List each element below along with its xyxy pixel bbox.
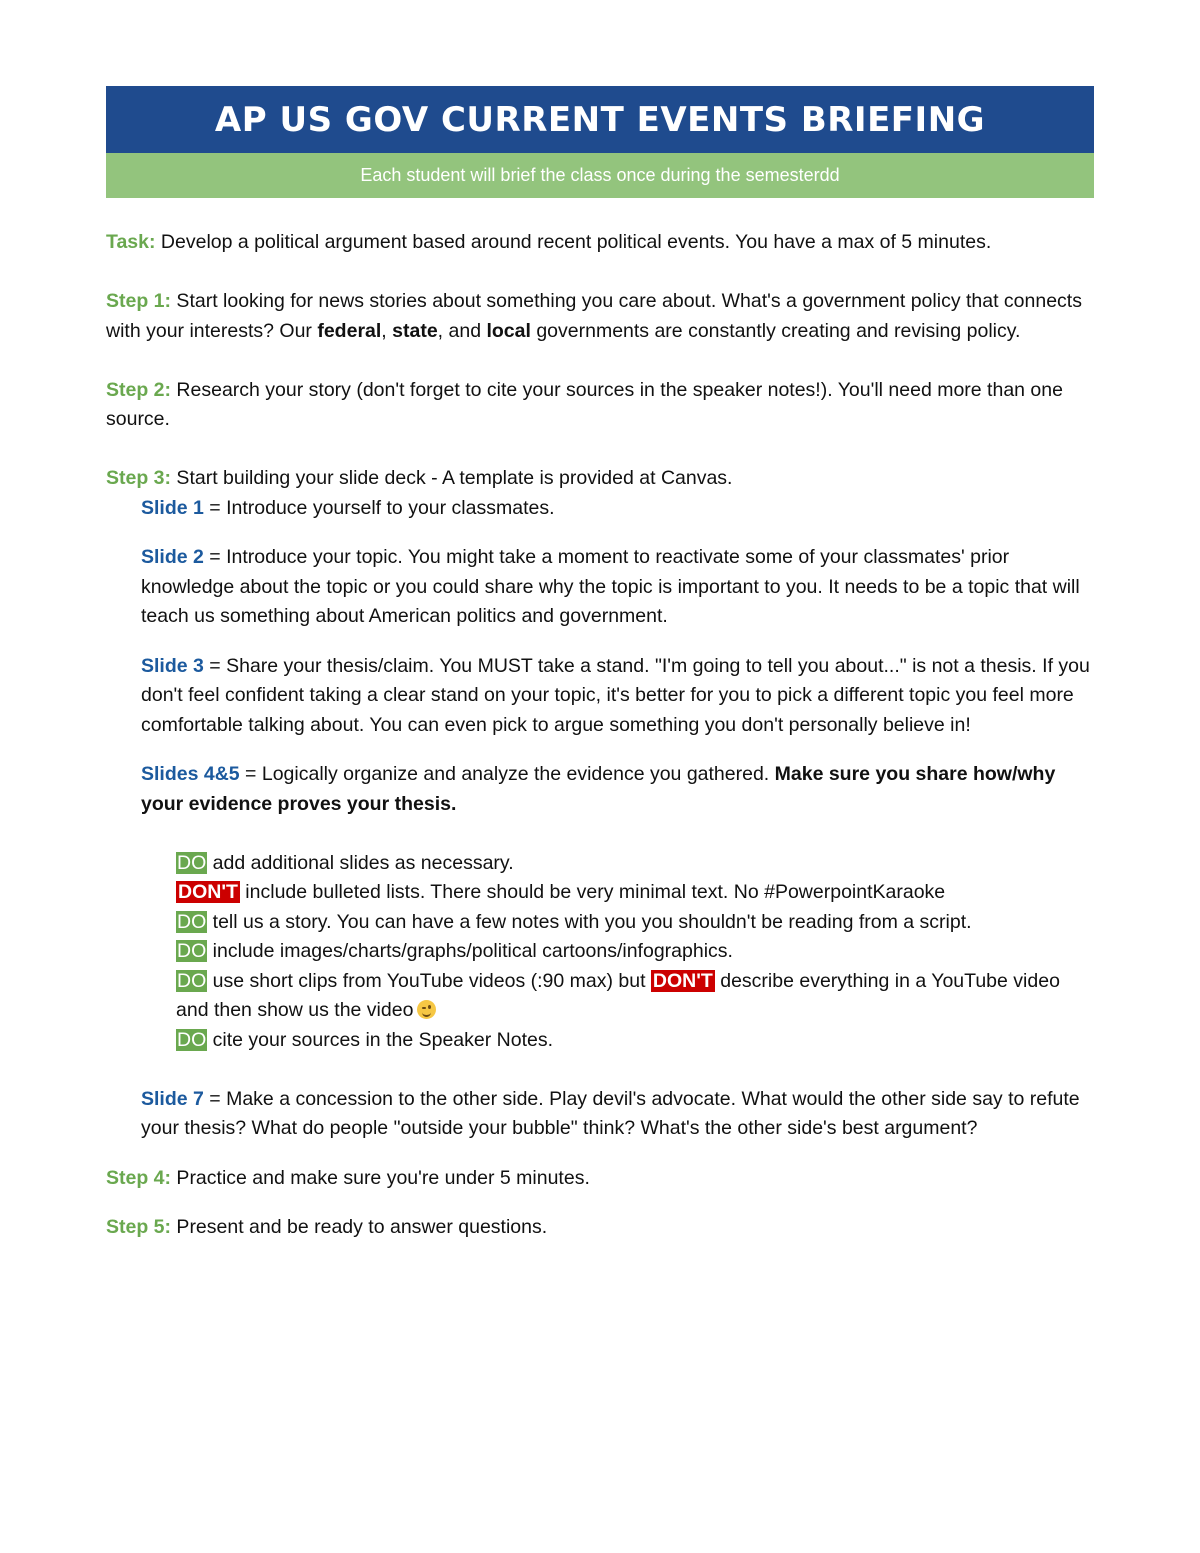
- dont-badge: DON'T: [178, 881, 238, 903]
- step5-label: Step 5:: [106, 1216, 172, 1238]
- step3-text: Start building your slide deck - A template is provided at Canvas.: [171, 467, 733, 489]
- do-item-text: cite your sources in the Speaker Notes.: [207, 1028, 554, 1051]
- step4-text: Practice and make sure you're under 5 minutes.: [171, 1166, 590, 1189]
- slides45-text: = Logically organize and analyze the evidence you gathered.: [239, 763, 775, 785]
- slide1-label: Slide 1: [141, 496, 204, 519]
- dont-item: [176, 878, 1094, 908]
- slide7-text: = Make a concession to the other side. Play devil's advocate. What would the other side say to refute your thesis? What do people "outside your bubble" think? What's the other side's best argument?: [141, 1087, 1080, 1139]
- page-title: AP US GOV CURRENT EVENTS BRIEFING: [214, 99, 986, 140]
- step5-text: Present and be ready to answer questions.: [171, 1216, 548, 1238]
- do-item-text: tell us a story. You can have a few notes with you you shouldn't be reading from a script.: [207, 910, 972, 933]
- slide3-label: Slide 3: [141, 654, 204, 677]
- step2-label: Step 2:: [106, 378, 172, 401]
- step1-text-a: Start looking for news stories about something you care about. What's a government policy that connects with your interests? Our: [106, 290, 1082, 342]
- step1-label: Step 1:: [106, 290, 172, 312]
- step4-label: Step 4:: [106, 1166, 172, 1189]
- do-dont-list: [106, 849, 1094, 1056]
- do-item-text: add additional slides as necessary.: [207, 851, 514, 874]
- step1-federal: federal: [317, 319, 382, 342]
- subtitle-banner: [106, 153, 1094, 198]
- dont-badge: DON'T: [652, 969, 713, 992]
- slide2-label: Slide 2: [141, 546, 204, 568]
- slides45-bold: Make sure you share how/why your evidence proves your thesis.: [141, 763, 1056, 815]
- do-item: [176, 937, 1094, 967]
- slide7-paragraph: [106, 1085, 1094, 1144]
- do-badge: DO: [177, 969, 207, 992]
- slide3-paragraph: [106, 652, 1094, 741]
- do-badge: DO: [177, 910, 207, 933]
- step5-paragraph: [106, 1213, 1094, 1243]
- do-item: [176, 849, 1094, 879]
- step1-state: state: [392, 319, 438, 342]
- winking-face-icon: [417, 1000, 436, 1019]
- slide2-text: = Introduce your topic. You might take a moment to reactivate some of your classmates' prior knowledge about the topic or you could share why the topic is important to you. It needs to be a topic that will teach us something about American politics and government.: [141, 546, 1080, 627]
- slides45-label: Slides 4&5: [141, 763, 240, 785]
- task-label: Task:: [106, 231, 156, 253]
- step1-paragraph: [106, 287, 1094, 346]
- step3-paragraph: [106, 464, 1094, 494]
- step2-paragraph: [106, 376, 1094, 435]
- task-paragraph: [106, 228, 1094, 258]
- title-banner: [106, 86, 1094, 153]
- step2-text: Research your story (don't forget to cite your sources in the speaker notes!). You'll need more than one source.: [106, 378, 1063, 430]
- task-text: Develop a political argument based around recent political events. You have a max of 5 minutes.: [155, 231, 992, 253]
- do-item-text: include images/charts/graphs/political cartoons/infographics.: [207, 940, 733, 962]
- do-item: [176, 967, 1094, 1026]
- slide1-paragraph: [106, 494, 1094, 524]
- step4-paragraph: [106, 1164, 1094, 1194]
- do-item-text: describe everything in a YouTube video and then show us the video: [176, 969, 1060, 1021]
- do-badge: DO: [177, 851, 207, 874]
- slide3-text: = Share your thesis/claim. You MUST take a stand. "I'm going to tell you about..." is not a thesis. If you don't feel confident taking a clear stand on your topic, it's better for you to pick a different topic you feel more comfortable talking about. You can even pick to argue something you don't personally believe in!: [141, 654, 1090, 736]
- do-item: [176, 1026, 1094, 1056]
- slide2-paragraph: [106, 543, 1094, 632]
- slide7-label: Slide 7: [141, 1087, 204, 1110]
- slide1-text: = Introduce yourself to your classmates.: [203, 496, 555, 519]
- slides45-paragraph: [106, 760, 1094, 819]
- instructions-body: [106, 228, 1094, 1243]
- step1-text-b: governments are constantly creating and revising policy.: [530, 319, 1021, 342]
- dont-item-text: include bulleted lists. There should be very minimal text. No #PowerpointKaraoke: [239, 881, 946, 903]
- step1-sep1: ,: [381, 319, 393, 342]
- do-badge: DO: [177, 940, 207, 962]
- document-page: [106, 86, 1094, 1243]
- step1-local: local: [486, 319, 531, 342]
- step1-sep2: , and: [437, 319, 487, 342]
- do-item-text: use short clips from YouTube videos (:90 max) but: [207, 969, 651, 992]
- do-badge: DO: [177, 1028, 207, 1051]
- step3-label: Step 3:: [106, 467, 172, 489]
- do-item: [176, 908, 1094, 938]
- page-subtitle: Each student will brief the class once during the semesterdd: [360, 165, 840, 185]
